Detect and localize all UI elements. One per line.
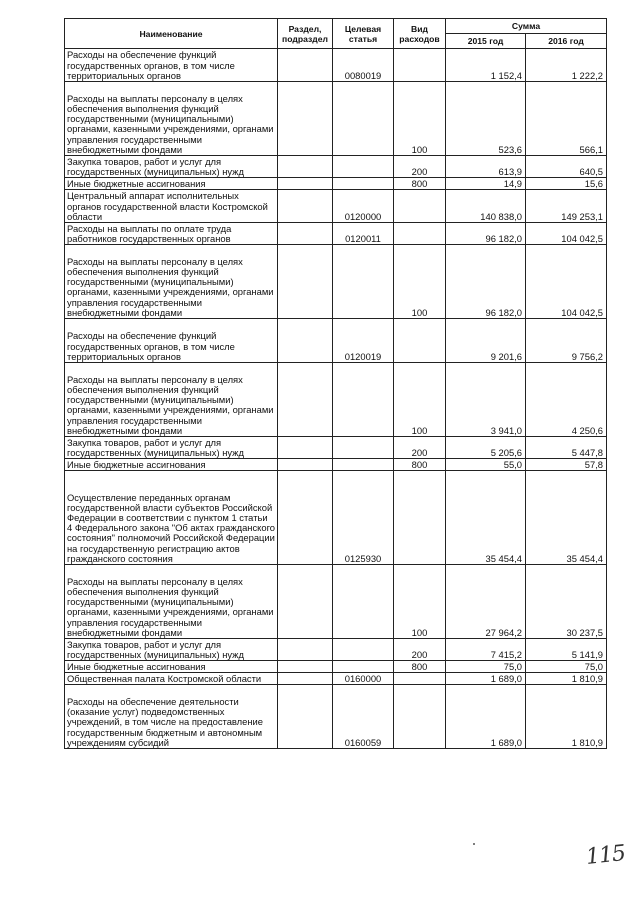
row-target	[333, 459, 394, 471]
table-row	[65, 178, 607, 190]
row-name: Общественная палата Костромской области	[65, 673, 278, 685]
table-row	[65, 223, 607, 245]
budget-table	[64, 18, 607, 749]
row-type	[394, 685, 446, 749]
row-sum-2016: 1 810,9	[526, 673, 607, 685]
table-row	[65, 82, 607, 156]
row-sum-2015: 35 454,4	[446, 471, 526, 565]
row-name: Расходы на обеспечение функций государственных органов, в том числе территориальных органов	[65, 319, 278, 363]
row-section	[278, 178, 333, 190]
row-section	[278, 245, 333, 319]
row-section	[278, 82, 333, 156]
row-sum-2015: 7 415,2	[446, 639, 526, 661]
row-sum-2016: 15,6	[526, 178, 607, 190]
row-section	[278, 459, 333, 471]
row-sum-2016: 5 141,9	[526, 639, 607, 661]
row-target	[333, 565, 394, 639]
header-target: Целевая статья	[333, 19, 394, 49]
row-sum-2015: 140 838,0	[446, 190, 526, 223]
row-section	[278, 190, 333, 223]
budget-sheet	[64, 18, 607, 749]
row-section	[278, 319, 333, 363]
row-section	[278, 565, 333, 639]
row-sum-2016: 9 756,2	[526, 319, 607, 363]
header-year-2016: 2016 год	[526, 34, 607, 49]
row-section	[278, 673, 333, 685]
table-row	[65, 49, 607, 82]
header-year-2015: 2015 год	[446, 34, 526, 49]
header-name: Наименование	[65, 19, 278, 49]
row-sum-2015: 75,0	[446, 661, 526, 673]
row-type	[394, 471, 446, 565]
page-number: 115	[584, 841, 627, 870]
row-target	[333, 639, 394, 661]
row-section	[278, 363, 333, 437]
row-sum-2015: 14,9	[446, 178, 526, 190]
row-sum-2016: 1 222,2	[526, 49, 607, 82]
row-section	[278, 639, 333, 661]
header-type: Вид расходов	[394, 19, 446, 49]
row-sum-2015: 96 182,0	[446, 223, 526, 245]
row-type: 100	[394, 82, 446, 156]
row-sum-2015: 5 205,6	[446, 437, 526, 459]
row-sum-2016: 4 250,6	[526, 363, 607, 437]
row-name: Осуществление переданных органам государственной власти субъектов Российской Федерации в соответствии с пунктом 1 статьи 4 Федерального закона "Об актах гражданского состояния" полномочий Российской Федерации на государственную регистрацию актов гражданского состояния	[65, 471, 278, 565]
table-row	[65, 673, 607, 685]
row-type: 800	[394, 459, 446, 471]
row-sum-2015: 27 964,2	[446, 565, 526, 639]
table-row	[65, 437, 607, 459]
header-row-1	[65, 19, 607, 34]
row-sum-2016: 640,5	[526, 156, 607, 178]
row-sum-2015: 3 941,0	[446, 363, 526, 437]
row-sum-2015: 9 201,6	[446, 319, 526, 363]
row-sum-2016: 104 042,5	[526, 245, 607, 319]
row-type: 100	[394, 245, 446, 319]
table-row	[65, 156, 607, 178]
row-sum-2015: 55,0	[446, 459, 526, 471]
row-section	[278, 471, 333, 565]
row-target	[333, 363, 394, 437]
row-target	[333, 661, 394, 673]
table-row	[65, 685, 607, 749]
row-type: 200	[394, 437, 446, 459]
row-name: Закупка товаров, работ и услуг для государственных (муниципальных) нужд	[65, 437, 278, 459]
row-type	[394, 49, 446, 82]
table-row	[65, 245, 607, 319]
row-target: 0120019	[333, 319, 394, 363]
table-row	[65, 639, 607, 661]
row-name: Расходы на обеспечение деятельности (оказание услуг) подведомственных учреждений, в том числе на предоставление государственным бюджетным и автономным учреждениям субсидий	[65, 685, 278, 749]
row-sum-2016: 57,8	[526, 459, 607, 471]
row-sum-2016: 566,1	[526, 82, 607, 156]
row-name: Расходы на выплаты персоналу в целях обеспечения выполнения функций государственными (муниципальными) органами, казенными учреждениями, органами управления государственными внебюджетными фондами	[65, 82, 278, 156]
row-type: 800	[394, 178, 446, 190]
row-name: Иные бюджетные ассигнования	[65, 661, 278, 673]
row-sum-2016: 35 454,4	[526, 471, 607, 565]
row-type: 100	[394, 565, 446, 639]
row-name: Иные бюджетные ассигнования	[65, 459, 278, 471]
row-type	[394, 319, 446, 363]
row-sum-2016: 75,0	[526, 661, 607, 673]
row-section	[278, 156, 333, 178]
row-sum-2015: 1 689,0	[446, 673, 526, 685]
row-target: 0125930	[333, 471, 394, 565]
row-section	[278, 223, 333, 245]
row-sum-2016: 30 237,5	[526, 565, 607, 639]
row-target	[333, 437, 394, 459]
row-target: 0160059	[333, 685, 394, 749]
header-sum: Сумма	[446, 19, 607, 34]
row-section	[278, 49, 333, 82]
row-type	[394, 223, 446, 245]
table-row	[65, 363, 607, 437]
row-name: Центральный аппарат исполнительных органов государственной власти Костромской области	[65, 190, 278, 223]
header-section: Раздел, подраздел	[278, 19, 333, 49]
row-target	[333, 156, 394, 178]
row-name: Иные бюджетные ассигнования	[65, 178, 278, 190]
table-body	[65, 49, 607, 749]
row-target	[333, 82, 394, 156]
row-target	[333, 178, 394, 190]
table-row	[65, 459, 607, 471]
row-target: 0080019	[333, 49, 394, 82]
table-row	[65, 565, 607, 639]
row-name: Закупка товаров, работ и услуг для государственных (муниципальных) нужд	[65, 639, 278, 661]
row-name: Расходы на выплаты по оплате труда работников государственных органов	[65, 223, 278, 245]
row-type: 200	[394, 156, 446, 178]
row-target	[333, 245, 394, 319]
row-type	[394, 673, 446, 685]
row-target: 0120000	[333, 190, 394, 223]
table-row	[65, 471, 607, 565]
scan-speck	[473, 843, 475, 845]
row-sum-2015: 613,9	[446, 156, 526, 178]
row-name: Расходы на обеспечение функций государственных органов, в том числе территориальных органов	[65, 49, 278, 82]
row-name: Расходы на выплаты персоналу в целях обеспечения выполнения функций государственными (муниципальными) органами, казенными учреждениями, органами управления государственными внебюджетными фондами	[65, 245, 278, 319]
row-sum-2015: 96 182,0	[446, 245, 526, 319]
row-target: 0120011	[333, 223, 394, 245]
row-name: Закупка товаров, работ и услуг для государственных (муниципальных) нужд	[65, 156, 278, 178]
row-sum-2016: 149 253,1	[526, 190, 607, 223]
row-name: Расходы на выплаты персоналу в целях обеспечения выполнения функций государственными (муниципальными) органами, казенными учреждениями, органами управления государственными внебюджетными фондами	[65, 565, 278, 639]
row-sum-2016: 104 042,5	[526, 223, 607, 245]
row-target: 0160000	[333, 673, 394, 685]
row-type: 100	[394, 363, 446, 437]
row-type: 200	[394, 639, 446, 661]
row-section	[278, 685, 333, 749]
row-name: Расходы на выплаты персоналу в целях обеспечения выполнения функций государственными (муниципальными) органами, казенными учреждениями, органами управления государственными внебюджетными фондами	[65, 363, 278, 437]
row-type	[394, 190, 446, 223]
row-section	[278, 437, 333, 459]
row-sum-2016: 5 447,8	[526, 437, 607, 459]
row-sum-2015: 1 152,4	[446, 49, 526, 82]
row-sum-2015: 523,6	[446, 82, 526, 156]
row-sum-2015: 1 689,0	[446, 685, 526, 749]
row-type: 800	[394, 661, 446, 673]
table-row	[65, 319, 607, 363]
row-sum-2016: 1 810,9	[526, 685, 607, 749]
table-row	[65, 190, 607, 223]
table-row	[65, 661, 607, 673]
row-section	[278, 661, 333, 673]
